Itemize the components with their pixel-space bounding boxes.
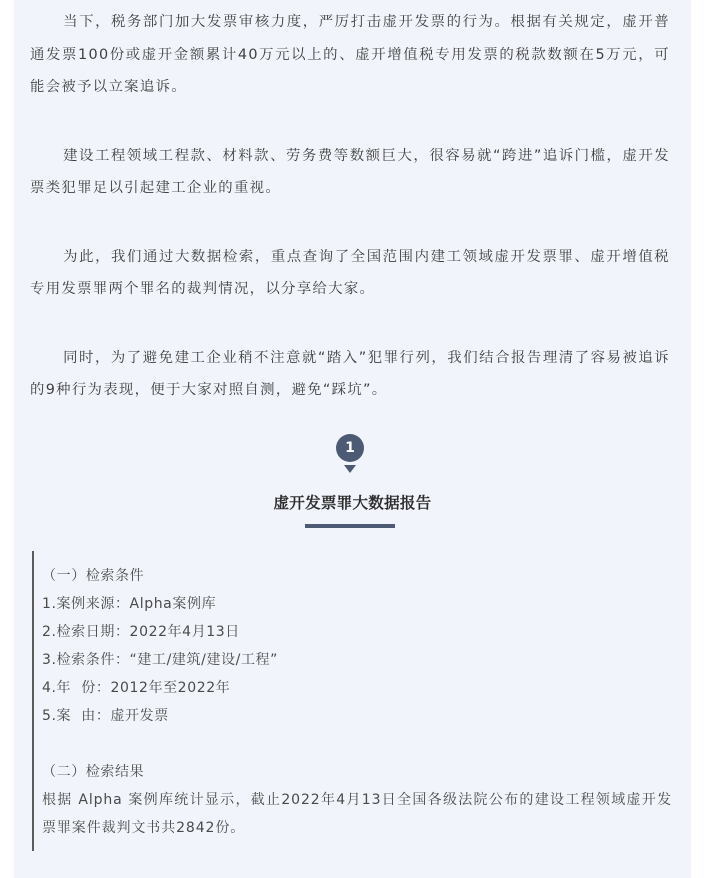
section-title-underline: [305, 524, 395, 528]
search-conditions-heading: （一）检索条件: [42, 568, 145, 584]
intro-section: [30, 6, 670, 443]
search-results-text: 根据 Alpha 案例库统计显示，截止2022年4月13日全国各级法院公布的建设工程领域虚开发票罪案件裁判文书共2842份。: [42, 792, 672, 836]
intro-paragraph-1: 当下，税务部门加大发票审核力度，严厉打击虚开发票的行为。根据有关规定，虚开普通发票100份或虚开金额累计40万元以上的、虚开增值税专用发票的税款数额在5万元，可能会被予以立案追诉。: [30, 14, 670, 95]
search-condition-item: 2.检索日期：2022年4月13日: [42, 624, 240, 640]
search-condition-item: 4.年 份：2012年至2022年: [42, 680, 231, 696]
search-condition-item: 3.检索条件：“建工/建筑/建设/工程”: [42, 652, 279, 668]
down-triangle-icon: [344, 465, 356, 473]
intro-paragraph-4: 同时，为了避免建工企业稍不注意就“踏入”犯罪行列，我们结合报告理清了容易被追诉的9种行为表现，便于大家对照自测，避免“踩坑”。: [30, 349, 670, 398]
quote-left-border: [32, 551, 34, 851]
section-number-marker: [336, 434, 364, 474]
intro-paragraph-2: 建设工程领域工程款、材料款、劳务费等数额巨大，很容易就“跨进”追诉门槛，虚开发票类犯罪足以引起建工企业的重视。: [30, 147, 670, 196]
section-number-badge: 1: [336, 434, 364, 462]
search-condition-item: 5.案 由：虚开发票: [42, 708, 169, 724]
search-condition-item: 1.案例来源：Alpha案例库: [42, 596, 217, 612]
section-title: 虚开发票罪大数据报告: [273, 494, 432, 512]
report-details: [42, 562, 672, 842]
spacer: [42, 730, 672, 758]
search-results-heading: （二）检索结果: [42, 764, 145, 780]
intro-paragraph-3: 为此，我们通过大数据检索，重点查询了全国范围内建工领域虚开发票罪、虚开增值税专用发票罪两个罪名的裁判情况，以分享给大家。: [30, 248, 670, 297]
